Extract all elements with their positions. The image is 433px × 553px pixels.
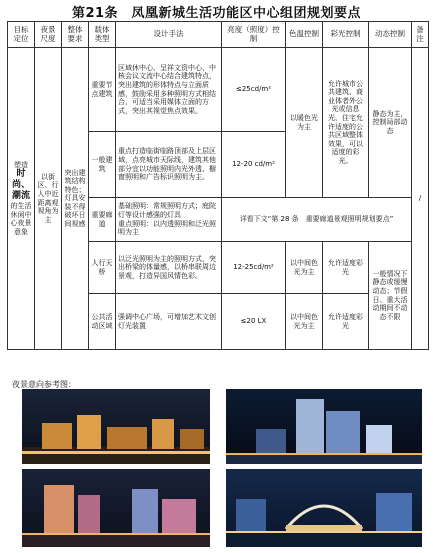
method-cell: 强调中心广场，可增加艺术文创灯光装置 xyxy=(116,294,222,350)
dynamic-cell: 一般情况下静态或缓慢动态；节假日、重大活动期间不动态不限 xyxy=(369,242,412,350)
goal-suffix: 的生活休闲中心夜景意象 xyxy=(10,202,32,236)
color-temp-cell: 以暖色光为主 xyxy=(286,48,323,198)
color-temp-cell: 以中间色光为主 xyxy=(286,294,323,350)
color-cell: 允许适度彩光 xyxy=(323,294,369,350)
night-city-view-1 xyxy=(22,389,210,464)
dynamic-cell: 静态为主，控制局部动态 xyxy=(369,48,412,198)
header-luminance: 亮度（照度）控制 xyxy=(222,22,286,48)
luminance-cell: 12-20 cd/m² xyxy=(222,132,286,198)
method-cell: 重点打造临街临路顶部及上层区域，点亮城市天际线，建筑其他部分宜以功能照明内光外透、橱窗照明和广告标识照明为主。 xyxy=(116,132,222,198)
header-row xyxy=(8,22,429,48)
method-cell: 以泛光照明为主的照明方式，突出桥梁的体量感，以桥串联周边景观，打造异国风情色彩。 xyxy=(116,242,222,294)
color-temp-cell: 以中间色光为主 xyxy=(286,242,323,294)
method-cell: 基础照明：常规照明方式；庭院灯等设计感强的灯具 重点照明：以内透照明和泛光照明为主 xyxy=(116,198,222,242)
goal-prefix: 塑造 xyxy=(14,160,28,169)
header-method: 设计手法 xyxy=(116,22,222,48)
carrier-cell: 重要节点建筑 xyxy=(89,48,116,132)
reference-label: 夜景意向参考图： xyxy=(12,380,76,389)
merged-note-cell: 详看下文“第 28 条 重要廊道景观照明规划要点” xyxy=(222,198,412,242)
carrier-cell: 公共活动区域 xyxy=(89,294,116,350)
header-color: 彩光控制 xyxy=(323,22,369,48)
header-carrier: 载体类型 xyxy=(89,22,116,48)
page-title: 第21条 凤凰新城生活功能区中心组团规划要点 xyxy=(71,6,362,21)
carrier-cell: 一般建筑 xyxy=(89,132,116,198)
goal-cell xyxy=(8,48,35,350)
night-city-view-2 xyxy=(226,389,422,464)
table-row xyxy=(8,48,429,132)
header-scale: 夜景尺度 xyxy=(35,22,62,48)
overall-cell: 突出建筑结构特色；灯具安装不得破坏日间视感 xyxy=(62,48,89,350)
luminance-cell: ≤20 LX xyxy=(222,294,286,350)
night-city-view-3 xyxy=(22,469,210,547)
planning-table xyxy=(7,21,429,350)
scale-cell: 以街区、行人中近距离观视角为主 xyxy=(35,48,62,350)
carrier-cell: 重要廊道 xyxy=(89,198,116,242)
luminance-cell: ≤25cd/m² xyxy=(222,48,286,132)
method-cell: 区域休中心、呈祥文资中心、中核会议文流中心结合建筑特点，突出建筑的形体特点与立面质感，鼓励采用多种照明方式相结合，可适当采用媒体立面的方式，突出其视觉焦点效果。 xyxy=(116,48,222,132)
luminance-cell: 12-25cd/m² xyxy=(222,242,286,294)
remark-cell: / xyxy=(412,48,429,350)
header-goal: 目标定位 xyxy=(8,22,35,48)
header-overall: 整体要求 xyxy=(62,22,89,48)
header-dynamic: 动态控制 xyxy=(369,22,412,48)
color-cell: 允许适度彩光 xyxy=(323,242,369,294)
carrier-cell: 人行天桥 xyxy=(89,242,116,294)
header-color-temp: 色温控制 xyxy=(286,22,323,48)
night-city-view-4 xyxy=(226,469,422,547)
header-remark: 备注 xyxy=(412,22,429,48)
goal-highlight: 时尚、潮流 xyxy=(11,169,30,202)
color-cell: 允许城市公共建筑、商业体者外公光或信息光，住宅允许适度的公共区域整体效果，可以适度的彩光。 xyxy=(323,48,369,198)
